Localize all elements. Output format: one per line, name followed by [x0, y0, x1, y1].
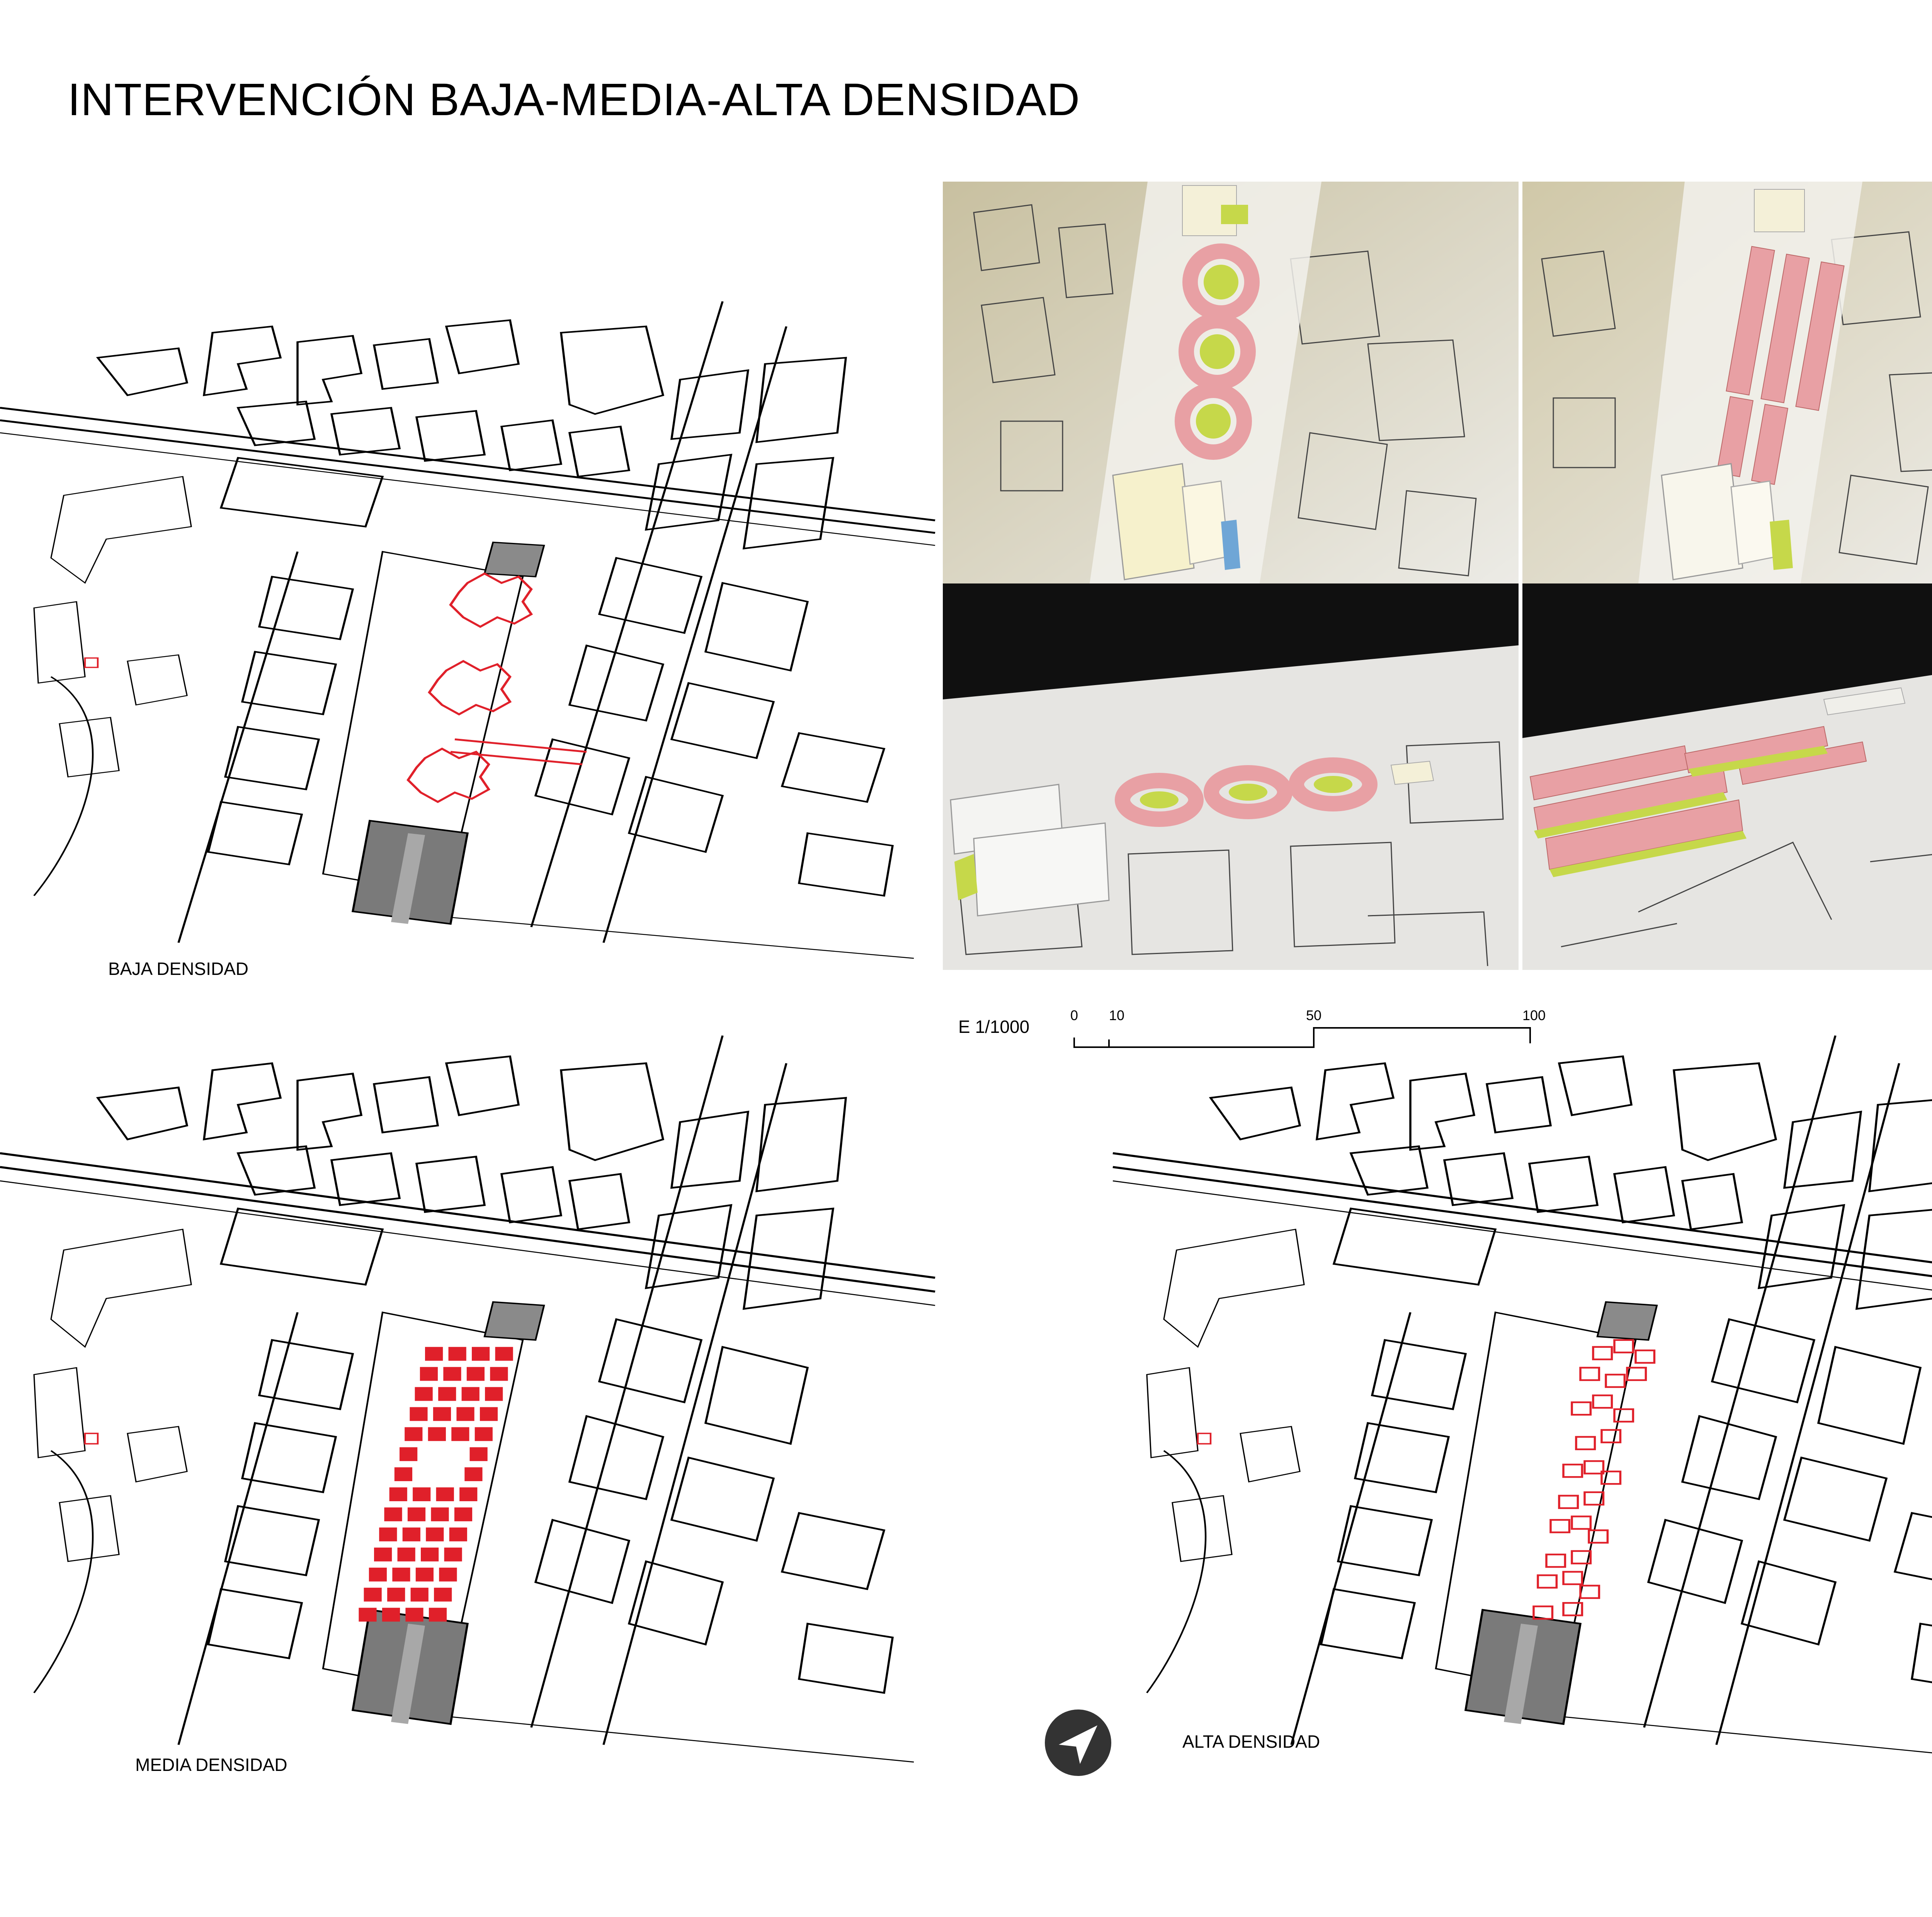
row-house — [431, 1507, 449, 1521]
row-house — [374, 1548, 392, 1561]
housing-block — [1546, 1555, 1565, 1567]
housing-block — [1580, 1368, 1599, 1380]
row-house — [405, 1427, 422, 1441]
housing-block — [1602, 1430, 1620, 1442]
housing-block — [1559, 1496, 1578, 1508]
proposal-low-density — [408, 573, 587, 802]
housing-block — [1538, 1575, 1556, 1588]
housing-block — [1576, 1437, 1595, 1449]
row-house — [420, 1367, 438, 1381]
row-house — [413, 1487, 430, 1501]
row-house — [438, 1387, 456, 1401]
label-baja-densidad: BAJA DENSIDAD — [108, 959, 248, 979]
row-house — [421, 1548, 439, 1561]
north-arrow-icon — [1043, 1708, 1113, 1778]
housing-block — [1580, 1585, 1599, 1598]
model-photo-low-top — [943, 182, 1519, 583]
row-house — [451, 1427, 469, 1441]
row-house — [495, 1347, 513, 1361]
housing-block — [1606, 1374, 1624, 1387]
row-house — [389, 1487, 407, 1501]
row-house — [433, 1407, 451, 1421]
row-house — [369, 1568, 387, 1582]
housing-block — [1614, 1340, 1633, 1352]
row-house — [425, 1347, 443, 1361]
row-house — [403, 1527, 420, 1541]
housing-block — [1585, 1461, 1603, 1473]
housing-block — [1563, 1603, 1582, 1615]
row-house — [379, 1527, 397, 1541]
row-house — [384, 1507, 402, 1521]
row-house — [462, 1387, 480, 1401]
row-house — [426, 1527, 444, 1541]
row-house — [405, 1608, 423, 1622]
row-house — [444, 1548, 462, 1561]
housing-block — [1563, 1572, 1582, 1584]
row-house — [472, 1347, 490, 1361]
proposal-medium-density — [359, 1347, 513, 1622]
row-house — [408, 1507, 425, 1521]
proposal-high-density — [1534, 1340, 1654, 1619]
row-house — [439, 1568, 457, 1582]
housing-block — [1614, 1409, 1633, 1422]
row-house — [454, 1507, 472, 1521]
row-house — [470, 1447, 488, 1461]
housing-block — [1572, 1402, 1590, 1415]
row-house — [459, 1487, 477, 1501]
scale-tick-10: 10 — [1109, 1007, 1125, 1023]
row-house — [456, 1407, 474, 1421]
row-house — [395, 1467, 412, 1481]
scale-tick-0: 0 — [1070, 1007, 1078, 1023]
model-photo-low-perspective — [943, 583, 1519, 970]
plan-media-densidad — [0, 1036, 935, 1762]
label-media-densidad: MEDIA DENSIDAD — [135, 1755, 287, 1775]
row-house — [464, 1467, 482, 1481]
row-house — [400, 1447, 417, 1461]
housing-block — [1551, 1520, 1569, 1532]
row-house — [416, 1568, 434, 1582]
row-house — [467, 1367, 485, 1381]
row-house — [449, 1347, 466, 1361]
row-house — [434, 1588, 452, 1602]
scale-tick-50: 50 — [1306, 1007, 1322, 1023]
row-house — [415, 1387, 433, 1401]
row-house — [480, 1407, 498, 1421]
row-house — [411, 1588, 429, 1602]
housing-block — [1636, 1351, 1654, 1363]
row-house — [428, 1427, 446, 1441]
plan-baja-densidad — [0, 301, 935, 958]
row-house — [387, 1588, 405, 1602]
scale-tick-100: 100 — [1522, 1007, 1546, 1023]
row-house — [475, 1427, 493, 1441]
row-house — [364, 1588, 382, 1602]
row-house — [392, 1568, 410, 1582]
row-house — [443, 1367, 461, 1381]
model-photo-medium-top — [1522, 182, 1932, 583]
row-house — [359, 1608, 376, 1622]
label-alta-densidad: ALTA DENSIDAD — [1182, 1732, 1320, 1752]
housing-block — [1572, 1516, 1590, 1529]
row-house — [398, 1548, 415, 1561]
row-house — [429, 1608, 447, 1622]
row-house — [485, 1387, 503, 1401]
row-house — [449, 1527, 467, 1541]
housing-block — [1593, 1347, 1612, 1359]
page-title: INTERVENCIÓN BAJA-MEDIA-ALTA DENSIDAD — [68, 74, 1080, 125]
housing-block — [1593, 1395, 1612, 1408]
housing-block — [1563, 1465, 1582, 1477]
row-house — [382, 1608, 400, 1622]
scale-label: E 1/1000 — [958, 1017, 1030, 1037]
row-house — [410, 1407, 427, 1421]
row-house — [436, 1487, 454, 1501]
plan-alta-densidad — [1113, 1036, 1932, 1762]
row-house — [490, 1367, 508, 1381]
model-photo-medium-perspective — [1522, 583, 1932, 970]
